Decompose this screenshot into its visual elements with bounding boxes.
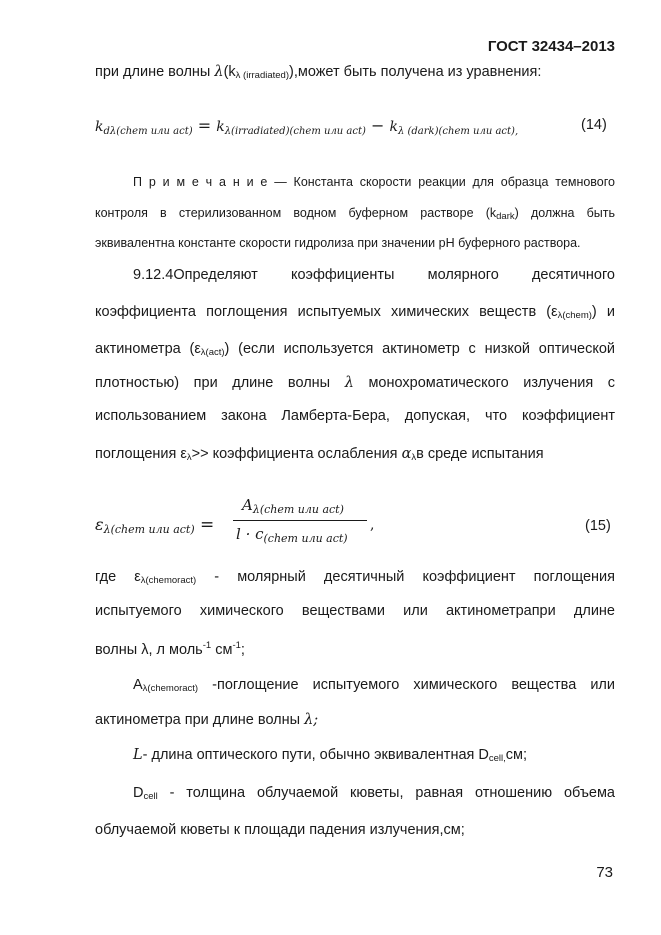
fraction-bar [233, 520, 367, 521]
equation-14: $k_{d\lambda(chem или act)} = k_{\lambda(irradiated)(chem или act)} - k_{\lambda (dark)(chem или act),}$ [95, 116, 519, 137]
note-line-2: контроля в стерилизованном водном буферном растворе $(k_{dark})$ должна быть [95, 206, 615, 222]
para-line-3: актинометра $(\varepsilon_{\lambda(act)})$ (если используется актинометр с низкой оптической [95, 341, 615, 358]
equation-15-numerator: $A_{\lambda(chem или act)}$ [242, 496, 344, 516]
def-absorbance-line-2: актинометра при длине волны λ; [95, 712, 319, 728]
para-line-1: 9.12.4Определяют коэффициенты молярного десятичного [133, 267, 615, 283]
intro-line: при длине волны $\lambda(k_{\lambda (irradiated)}),может$ быть получена из уравнения: [95, 64, 542, 81]
def-epsilon-line-1: где $\varepsilon_{\lambda(chemoract)}$ - молярный десятичный коэффициент поглощения [95, 569, 616, 586]
def-cell-line-1: $D_{cell}$ - толщина облучаемой кюветы, равная отношению объема [133, 785, 615, 802]
equation-15-comma: , [370, 517, 375, 533]
para-line-5: использованием закона Ламберта-Бера, допуская, что коэффициент [95, 408, 615, 424]
equation-15-lhs: ελ(chem или act) = [95, 515, 215, 536]
note-line-3: эквивалентна константе скорости гидролиза при значении pH буферного раствора. [95, 236, 581, 250]
page-number: 73 [596, 864, 613, 881]
def-epsilon-line-2: испытуемого химического веществами или актинометрапри длине [95, 603, 615, 619]
para-line-2: коэффициента поглощения испытуемых химических веществ $(\varepsilon_{\lambda(chem)})$ и [95, 304, 615, 321]
def-path-length: L- длина оптического пути, обычно эквивалентная $D_{cell,}см$; [133, 747, 528, 764]
equation-14-number: (14) [581, 117, 607, 133]
para-line-6: поглощения $\varepsilon_\lambda>>$ коэффициента ослабления $\alpha_\lambda в$ среде испытания [95, 446, 544, 463]
def-absorbance-line-1: $A_{\lambda(chemoract)}$ -поглощение испытуемого химического вещества или [133, 677, 615, 694]
para-line-4: плотностью) при длине волны λ монохроматического излучения с [95, 375, 615, 391]
equation-15-denominator: $l \cdot c_{(chem или act)}$ [236, 525, 348, 545]
document-header: ГОСТ 32434–2013 [487, 38, 615, 55]
def-epsilon-line-3: волны λ, л моль$^{-1}$ $см^{-1}$; [95, 640, 245, 658]
def-cell-line-2: облучаемой кюветы к площади падения излучения,см; [95, 822, 465, 838]
equation-15-number: (15) [585, 518, 611, 534]
lambda-symbol: λ [214, 64, 224, 80]
note-line-1: П р и м е ч а н и е — Константа скорости реакции для образца темнового [133, 175, 615, 189]
